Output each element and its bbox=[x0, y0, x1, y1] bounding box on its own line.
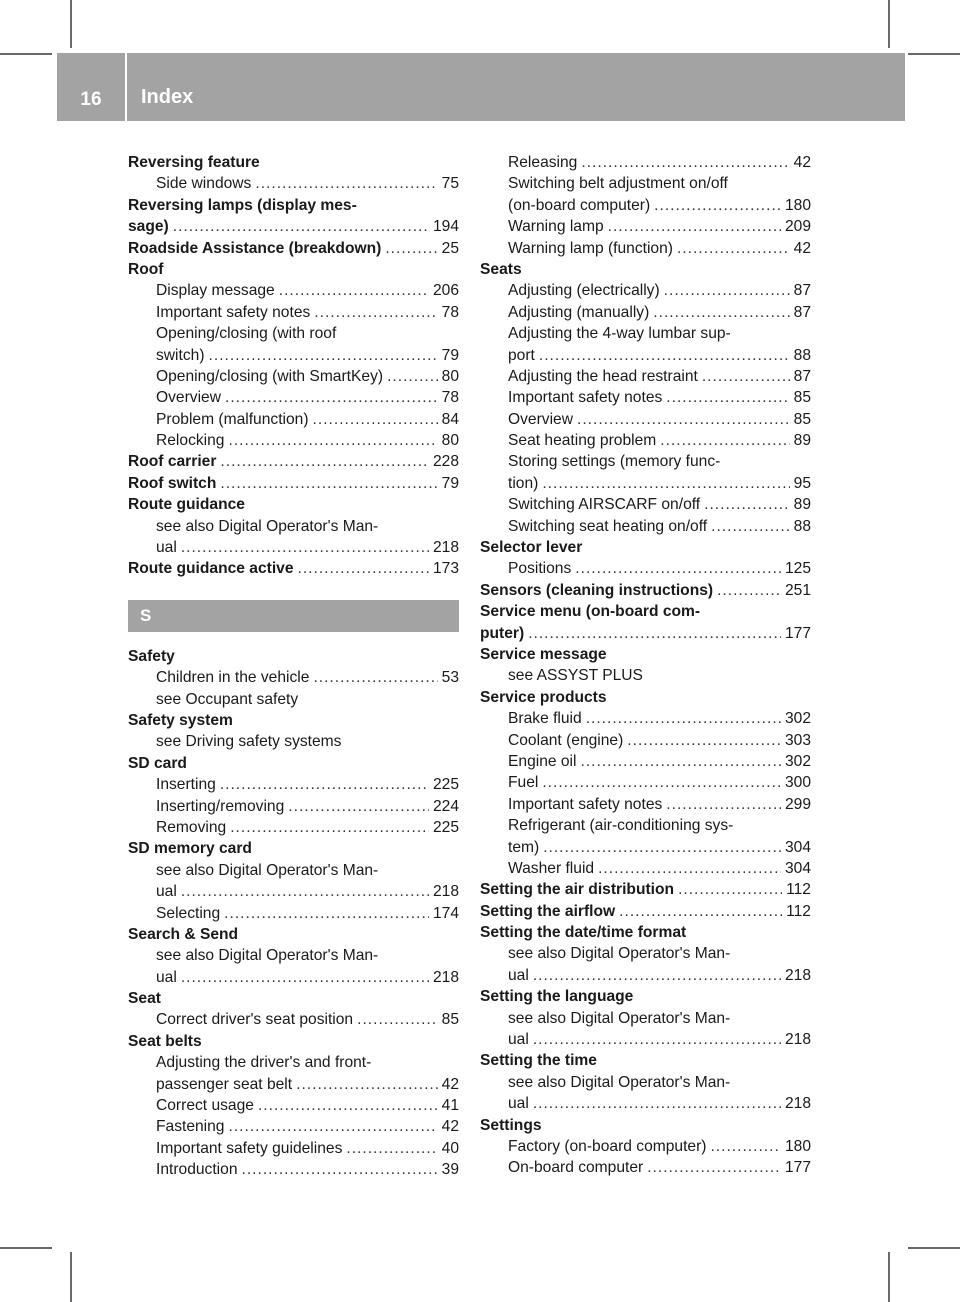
dot-leader bbox=[660, 430, 789, 451]
dot-leader bbox=[228, 430, 437, 451]
index-subentry-text: see also Digital Operator's Man- bbox=[156, 947, 379, 965]
index-entry-label: Correct driver's seat position bbox=[156, 1011, 354, 1029]
page-reference[interactable]: 218 bbox=[432, 883, 459, 901]
index-entry[interactable] bbox=[480, 473, 811, 494]
dot-leader bbox=[710, 1136, 781, 1157]
index-heading: Search & Send bbox=[128, 925, 239, 943]
index-entry-label: Warning lamp bbox=[508, 218, 604, 236]
dot-leader bbox=[173, 216, 429, 237]
page-reference[interactable]: 300 bbox=[784, 774, 811, 792]
section-title: Index bbox=[141, 86, 194, 108]
index-subentry-text: see also Digital Operator's Man- bbox=[156, 861, 379, 879]
index-entry[interactable] bbox=[128, 238, 459, 259]
page-reference[interactable]: 75 bbox=[441, 175, 459, 193]
index-entry[interactable] bbox=[480, 366, 811, 387]
page-reference[interactable]: 78 bbox=[441, 303, 459, 321]
index-heading: Service menu (on-board com- bbox=[480, 603, 701, 621]
index-heading: SD card bbox=[128, 754, 187, 772]
dot-leader bbox=[542, 772, 781, 793]
page-reference[interactable]: 87 bbox=[793, 303, 811, 321]
index-entry-label: On-board computer bbox=[508, 1159, 644, 1177]
page-reference[interactable]: 304 bbox=[784, 838, 811, 856]
page-number: 16 bbox=[80, 89, 102, 110]
index-entry[interactable] bbox=[480, 1136, 811, 1157]
index-entry[interactable] bbox=[480, 345, 811, 366]
dot-leader bbox=[598, 858, 781, 879]
index-entry[interactable] bbox=[480, 623, 811, 644]
page-reference[interactable]: 224 bbox=[432, 797, 459, 815]
index-entry-label: Route guidance active bbox=[128, 560, 294, 578]
dot-leader bbox=[711, 516, 790, 537]
dot-leader bbox=[619, 901, 782, 922]
page-reference[interactable]: 42 bbox=[793, 239, 811, 257]
index-entry-label: Important safety notes bbox=[508, 389, 663, 407]
page-reference[interactable]: 112 bbox=[786, 881, 811, 899]
index-entry[interactable] bbox=[128, 1138, 459, 1159]
page-reference[interactable]: 228 bbox=[432, 453, 459, 471]
page-reference[interactable]: 225 bbox=[432, 818, 459, 836]
page-reference[interactable]: 85 bbox=[793, 410, 811, 428]
page-reference[interactable]: 225 bbox=[432, 776, 459, 794]
dot-leader bbox=[702, 366, 790, 387]
index-entry-label: Adjusting the head restraint bbox=[508, 367, 698, 385]
index-subentry-text: see also Digital Operator's Man- bbox=[156, 517, 379, 535]
index-entry[interactable] bbox=[128, 817, 459, 838]
dot-leader bbox=[387, 366, 438, 387]
index-entry[interactable] bbox=[480, 901, 811, 922]
index-entry-label: Opening/closing (with SmartKey) bbox=[156, 367, 384, 385]
index-subentry-text: Refrigerant (air-conditioning sys- bbox=[508, 817, 734, 835]
index-entry[interactable] bbox=[480, 430, 811, 451]
page-reference[interactable]: 39 bbox=[441, 1161, 459, 1179]
crop-mark bbox=[70, 1252, 72, 1302]
page-reference[interactable]: 79 bbox=[441, 474, 459, 492]
index-entry-label: port bbox=[508, 346, 535, 364]
index-heading: Safety bbox=[128, 647, 175, 665]
page-reference[interactable]: 206 bbox=[432, 282, 459, 300]
dot-leader bbox=[255, 173, 437, 194]
index-entry-label: Releasing bbox=[508, 154, 578, 171]
dot-leader bbox=[220, 473, 437, 494]
index-entry-label: Inserting/removing bbox=[156, 797, 285, 815]
index-entry-label: Coolant (engine) bbox=[508, 731, 624, 749]
page-reference[interactable]: 304 bbox=[784, 859, 811, 877]
index-entry[interactable] bbox=[128, 387, 459, 408]
page-reference[interactable]: 40 bbox=[441, 1139, 459, 1157]
page-reference[interactable]: 42 bbox=[441, 1118, 459, 1136]
index-entry-label: Positions bbox=[508, 560, 572, 578]
page-reference[interactable]: 302 bbox=[784, 710, 811, 728]
crop-mark bbox=[908, 53, 960, 55]
index-subentry-text: see also Digital Operator's Man- bbox=[508, 945, 731, 963]
page-reference[interactable]: 177 bbox=[784, 1159, 811, 1177]
index-entry[interactable] bbox=[480, 494, 811, 515]
index-subentry-text: Adjusting the driver's and front- bbox=[156, 1054, 372, 1072]
index-entry-label: Important safety notes bbox=[156, 303, 311, 321]
index-heading: SD memory card bbox=[128, 840, 252, 858]
index-entry[interactable] bbox=[128, 345, 459, 366]
dot-leader bbox=[677, 238, 790, 259]
index-column-left bbox=[128, 152, 459, 1181]
dot-leader bbox=[543, 837, 781, 858]
index-entry[interactable] bbox=[128, 409, 459, 430]
dot-leader bbox=[279, 280, 429, 301]
index-entry-label: Roof switch bbox=[128, 474, 217, 492]
index-entry[interactable] bbox=[128, 173, 459, 194]
page-reference[interactable]: 89 bbox=[793, 432, 811, 450]
page-reference[interactable]: 180 bbox=[784, 196, 811, 214]
index-entry-label: Washer fluid bbox=[508, 859, 595, 877]
index-entry[interactable] bbox=[480, 580, 811, 601]
page-reference[interactable]: 209 bbox=[784, 218, 811, 236]
page-reference[interactable]: 112 bbox=[786, 902, 811, 920]
index-entry[interactable] bbox=[480, 516, 811, 537]
index-entry[interactable] bbox=[128, 1095, 459, 1116]
dot-leader bbox=[313, 409, 438, 430]
page-reference[interactable]: 218 bbox=[784, 966, 811, 984]
page-reference[interactable]: 218 bbox=[432, 539, 459, 557]
page-reference[interactable]: 87 bbox=[793, 367, 811, 385]
index-entry[interactable] bbox=[480, 558, 811, 579]
crop-mark bbox=[888, 0, 890, 48]
index-entry[interactable] bbox=[480, 794, 811, 815]
index-heading: Seat belts bbox=[128, 1032, 202, 1050]
dot-leader bbox=[258, 1095, 438, 1116]
index-entry-label: tem) bbox=[508, 838, 540, 856]
index-entry[interactable] bbox=[128, 473, 459, 494]
page-reference[interactable]: 251 bbox=[784, 581, 811, 599]
index-entry-label: Brake fluid bbox=[508, 710, 582, 728]
dot-leader bbox=[539, 345, 790, 366]
index-heading: Route guidance bbox=[128, 496, 245, 514]
index-entry[interactable] bbox=[480, 302, 811, 323]
index-heading: Seats bbox=[480, 260, 522, 278]
dot-leader bbox=[533, 965, 781, 986]
index-entry[interactable] bbox=[128, 366, 459, 387]
index-heading: Settings bbox=[480, 1116, 542, 1134]
dot-leader bbox=[664, 280, 790, 301]
index-entry[interactable] bbox=[480, 708, 811, 729]
index-heading: Reversing lamps (display mes- bbox=[128, 196, 357, 214]
dot-leader bbox=[296, 1074, 438, 1095]
index-subentry-text: see Occupant safety bbox=[156, 690, 299, 708]
dot-leader bbox=[346, 1138, 437, 1159]
dot-leader bbox=[385, 238, 437, 259]
index-entry-label: (on-board computer) bbox=[508, 196, 651, 214]
dot-leader bbox=[224, 903, 429, 924]
crop-mark bbox=[908, 1247, 960, 1249]
page-reference[interactable]: 218 bbox=[432, 968, 459, 986]
dot-leader bbox=[575, 558, 781, 579]
index-entry-label: Switching AIRSCARF on/off bbox=[508, 496, 701, 514]
index-heading: Setting the time bbox=[480, 1052, 597, 1070]
index-entry[interactable] bbox=[128, 537, 459, 558]
index-entry-label: Overview bbox=[508, 410, 573, 428]
crop-mark bbox=[0, 1247, 52, 1249]
dot-leader bbox=[533, 1093, 781, 1114]
index-entry-label: Adjusting (electrically) bbox=[508, 282, 660, 300]
index-subentry-text: see also Digital Operator's Man- bbox=[508, 1073, 731, 1091]
dot-leader bbox=[181, 967, 429, 988]
index-letter-heading: S bbox=[128, 600, 459, 632]
dot-leader bbox=[533, 1029, 781, 1050]
index-column-right bbox=[480, 152, 811, 1179]
index-entry-label: ual bbox=[156, 968, 177, 986]
dot-leader bbox=[581, 751, 781, 772]
index-entry-label: switch) bbox=[156, 346, 205, 364]
index-entry-label: Fuel bbox=[508, 774, 539, 792]
index-entry-label: Factory (on-board computer) bbox=[508, 1137, 707, 1155]
dot-leader bbox=[181, 537, 429, 558]
index-entry[interactable] bbox=[480, 1029, 811, 1050]
index-entry[interactable] bbox=[128, 1009, 459, 1030]
index-entry[interactable] bbox=[128, 302, 459, 323]
page-reference[interactable]: 95 bbox=[793, 474, 811, 492]
index-entry-label: Switching seat heating on/off bbox=[508, 517, 708, 535]
index-entry[interactable] bbox=[128, 216, 459, 237]
dot-leader bbox=[586, 708, 781, 729]
dot-leader bbox=[298, 558, 429, 579]
page-reference[interactable]: 85 bbox=[793, 389, 811, 407]
index-entry[interactable] bbox=[128, 881, 459, 902]
index-entry-label: Introduction bbox=[156, 1161, 238, 1179]
page-reference[interactable]: 302 bbox=[784, 752, 811, 770]
dot-leader bbox=[666, 794, 781, 815]
page-reference[interactable]: 174 bbox=[432, 904, 459, 922]
page-reference[interactable]: 80 bbox=[441, 367, 459, 385]
index-entry-label: Correct usage bbox=[156, 1097, 254, 1115]
index-entry[interactable] bbox=[128, 451, 459, 472]
index-entry-label: Setting the airflow bbox=[480, 902, 616, 920]
dot-leader bbox=[654, 195, 781, 216]
dot-leader bbox=[666, 387, 789, 408]
index-entry[interactable] bbox=[480, 216, 811, 237]
index-entry-label: Removing bbox=[156, 818, 227, 836]
dot-leader bbox=[717, 580, 781, 601]
dot-leader bbox=[704, 494, 790, 515]
index-entry-label: Seat heating problem bbox=[508, 432, 657, 450]
index-entry[interactable] bbox=[128, 558, 459, 579]
index-entry[interactable] bbox=[128, 1074, 459, 1095]
index-entry-label: ual bbox=[508, 1031, 529, 1049]
index-subentry-text: Switching belt adjustment on/off bbox=[508, 175, 728, 193]
page-reference[interactable]: 299 bbox=[784, 795, 811, 813]
index-heading: Seat bbox=[128, 990, 161, 1008]
index-subentry-text: see Driving safety systems bbox=[156, 733, 342, 751]
index-entry-label: Setting the air distribution bbox=[480, 881, 675, 899]
index-entry-label: Overview bbox=[156, 389, 221, 407]
index-entry-label: Warning lamp (function) bbox=[508, 239, 673, 257]
index-entry[interactable] bbox=[480, 1157, 811, 1178]
index-subentry-text: Adjusting the 4-way lumbar sup- bbox=[508, 325, 731, 343]
index-entry-label: Relocking bbox=[156, 432, 225, 450]
index-subentry-text: see also Digital Operator's Man- bbox=[508, 1009, 731, 1027]
index-entry[interactable] bbox=[480, 965, 811, 986]
dot-leader bbox=[577, 409, 790, 430]
index-entry[interactable] bbox=[480, 730, 811, 751]
crop-mark bbox=[70, 0, 72, 48]
page-reference[interactable]: 218 bbox=[784, 1095, 811, 1113]
page-reference[interactable]: 25 bbox=[441, 239, 459, 257]
index-heading: Reversing feature bbox=[128, 154, 260, 171]
dot-leader bbox=[313, 667, 437, 688]
page-reference[interactable]: 80 bbox=[441, 432, 459, 450]
index-heading: Setting the date/time format bbox=[480, 924, 687, 942]
page-reference[interactable]: 87 bbox=[793, 282, 811, 300]
page-reference[interactable]: 88 bbox=[793, 517, 811, 535]
index-entry-label: Problem (malfunction) bbox=[156, 410, 309, 428]
dot-leader bbox=[242, 1159, 438, 1180]
dot-leader bbox=[653, 302, 789, 323]
dot-leader bbox=[220, 451, 429, 472]
index-entry[interactable] bbox=[128, 1116, 459, 1137]
dot-leader bbox=[181, 881, 429, 902]
index-entry[interactable] bbox=[128, 774, 459, 795]
page-reference[interactable]: 84 bbox=[441, 410, 459, 428]
index-subentry-text: see ASSYST PLUS bbox=[508, 667, 643, 685]
dot-leader bbox=[647, 1157, 781, 1178]
dot-leader bbox=[581, 152, 789, 173]
page-reference[interactable]: 53 bbox=[441, 669, 459, 687]
index-entry[interactable] bbox=[480, 837, 811, 858]
dot-leader bbox=[288, 796, 429, 817]
index-entry[interactable] bbox=[128, 1159, 459, 1180]
index-entry[interactable] bbox=[480, 387, 811, 408]
page-reference[interactable]: 177 bbox=[784, 624, 811, 642]
page-reference[interactable]: 218 bbox=[784, 1031, 811, 1049]
dot-leader bbox=[228, 1116, 437, 1137]
index-heading: Roof bbox=[128, 260, 164, 278]
index-subentry-text: Storing settings (memory func- bbox=[508, 453, 721, 471]
page-reference[interactable]: 194 bbox=[432, 218, 459, 236]
dot-leader bbox=[678, 879, 782, 900]
index-entry-label: Sensors (cleaning instructions) bbox=[480, 581, 714, 599]
index-entry[interactable] bbox=[480, 1093, 811, 1114]
crop-mark bbox=[0, 53, 52, 55]
index-entry[interactable] bbox=[480, 879, 811, 900]
index-entry-label: Selecting bbox=[156, 904, 221, 922]
index-entry[interactable] bbox=[128, 280, 459, 301]
index-entry-label: ual bbox=[508, 966, 529, 984]
dot-leader bbox=[230, 817, 429, 838]
index-entry[interactable] bbox=[480, 751, 811, 772]
dot-leader bbox=[209, 345, 438, 366]
index-entry[interactable] bbox=[128, 967, 459, 988]
index-entry[interactable] bbox=[128, 903, 459, 924]
page-reference[interactable]: 303 bbox=[784, 731, 811, 749]
page-reference[interactable]: 42 bbox=[441, 1075, 459, 1093]
index-entry-label: puter) bbox=[480, 624, 525, 642]
index-entry[interactable] bbox=[128, 796, 459, 817]
index-heading: Setting the language bbox=[480, 988, 634, 1006]
dot-leader bbox=[608, 216, 781, 237]
page-reference[interactable]: 173 bbox=[432, 560, 459, 578]
index-entry[interactable] bbox=[480, 195, 811, 216]
dot-leader bbox=[627, 730, 781, 751]
page-reference[interactable]: 42 bbox=[793, 154, 811, 171]
index-heading: Selector lever bbox=[480, 539, 583, 557]
index-entry-label: Side windows bbox=[156, 175, 252, 193]
index-entry-label: Important safety notes bbox=[508, 795, 663, 813]
page-reference[interactable]: 79 bbox=[441, 346, 459, 364]
page-reference[interactable]: 125 bbox=[784, 560, 811, 578]
index-entry[interactable] bbox=[480, 409, 811, 430]
index-entry-label: Important safety guidelines bbox=[156, 1139, 343, 1157]
page-reference[interactable]: 41 bbox=[441, 1097, 459, 1115]
dot-leader bbox=[314, 302, 437, 323]
page-reference[interactable]: 180 bbox=[784, 1137, 811, 1155]
dot-leader bbox=[528, 623, 781, 644]
index-heading: Service message bbox=[480, 645, 607, 663]
index-entry-label: sage) bbox=[128, 218, 169, 236]
header-divider bbox=[125, 53, 127, 121]
dot-leader bbox=[225, 387, 438, 408]
index-entry-label: Children in the vehicle bbox=[156, 669, 310, 687]
dot-leader bbox=[357, 1009, 438, 1030]
index-entry[interactable] bbox=[480, 772, 811, 793]
index-entry-label: ual bbox=[156, 539, 177, 557]
page-reference[interactable]: 89 bbox=[793, 496, 811, 514]
page-header bbox=[57, 53, 905, 121]
index-entry[interactable] bbox=[480, 280, 811, 301]
index-subentry-text: Opening/closing (with roof bbox=[156, 325, 337, 343]
index-entry[interactable] bbox=[480, 858, 811, 879]
index-entry[interactable] bbox=[128, 430, 459, 451]
index-entry-label: Roof carrier bbox=[128, 453, 217, 471]
index-entry-label: passenger seat belt bbox=[156, 1075, 293, 1093]
index-entry-label: ual bbox=[508, 1095, 529, 1113]
index-entry-label: Display message bbox=[156, 282, 275, 300]
index-entry-label: Roadside Assistance (breakdown) bbox=[128, 239, 382, 257]
index-heading: Service products bbox=[480, 688, 607, 706]
dot-leader bbox=[220, 774, 429, 795]
index-entry[interactable] bbox=[128, 667, 459, 688]
index-entry-label: Inserting bbox=[156, 776, 216, 794]
index-entry-label: Engine oil bbox=[508, 752, 577, 770]
index-entry-label: Adjusting (manually) bbox=[508, 303, 650, 321]
crop-mark bbox=[888, 1252, 890, 1302]
index-entry-label: tion) bbox=[508, 474, 539, 492]
index-entry[interactable] bbox=[480, 152, 811, 173]
page-reference[interactable]: 88 bbox=[793, 346, 811, 364]
index-entry[interactable] bbox=[480, 238, 811, 259]
dot-leader bbox=[542, 473, 789, 494]
index-entry-label: ual bbox=[156, 883, 177, 901]
index-entry-label: Fastening bbox=[156, 1118, 225, 1136]
index-heading: Safety system bbox=[128, 711, 233, 729]
page-reference[interactable]: 85 bbox=[441, 1011, 459, 1029]
page-reference[interactable]: 78 bbox=[441, 389, 459, 407]
